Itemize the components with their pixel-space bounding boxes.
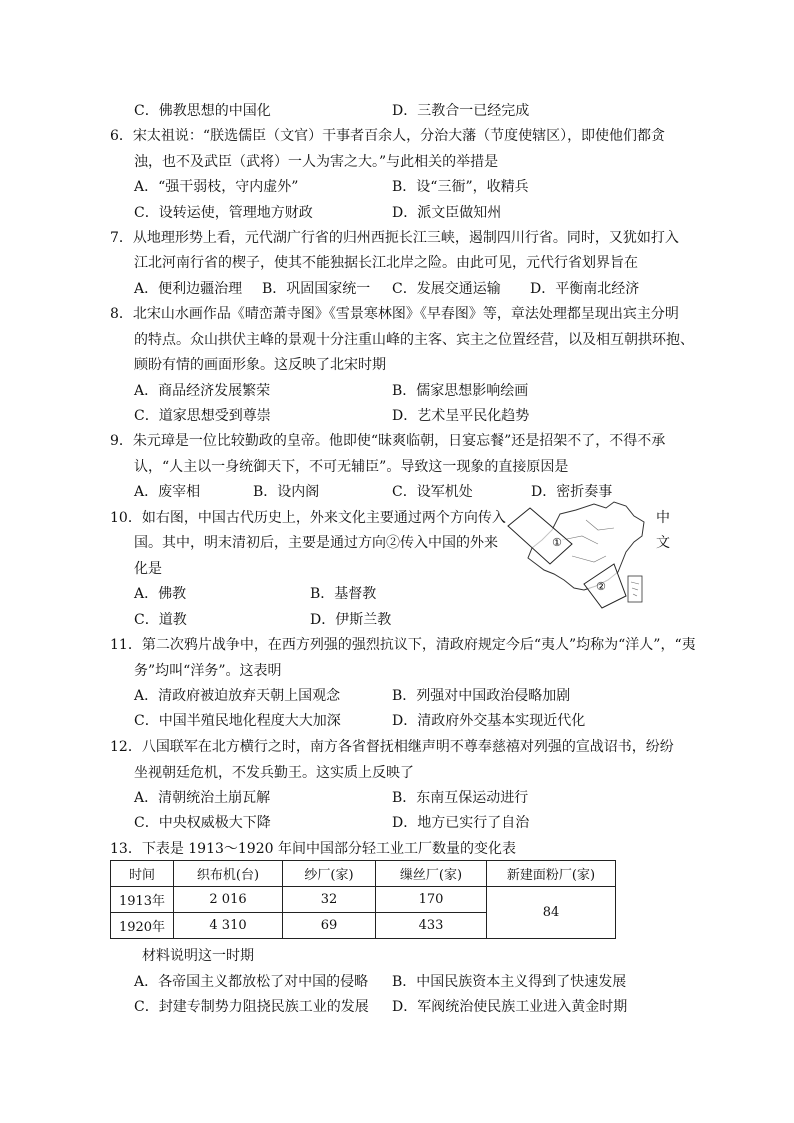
q10-stem-line2-tail: 文 — [656, 535, 670, 551]
table-cell: 433 — [376, 913, 487, 939]
table-row — [111, 887, 616, 913]
q13-option-a: A．各帝国主义都放松了对中国的侵略 — [134, 974, 369, 990]
q12-option-c: C．中央权威极大下降 — [134, 815, 271, 831]
q8-option-c: C．道家思想受到尊崇 — [134, 408, 271, 424]
table-merged-cell: 84 — [487, 887, 616, 939]
q12-option-b: B．东南互保运动进行 — [392, 790, 529, 806]
table-cell: 1913年 — [111, 887, 174, 913]
q10-option-b: B．基督教 — [310, 586, 377, 602]
q9-option-d: D．密折奏事 — [531, 484, 613, 500]
q8-option-b: B．儒家思想影响绘画 — [392, 383, 529, 399]
q8-stem-line2: 的特点。众山拱伏主峰的景观十分注重山峰的主客、宾主之位置经营，以及相互朝拱环抱、 — [134, 332, 694, 348]
q8-option-a: A．商品经济发展繁荣 — [134, 383, 271, 399]
q10-stem-line1-tail: 中 — [656, 510, 670, 526]
q9-option-a: A．废宰相 — [134, 484, 201, 500]
table-cell: 32 — [283, 887, 376, 913]
table-header-cell: 新建面粉厂(家) — [487, 861, 616, 887]
q9-stem-line2: 认，“人主以一身统御天下，不可无辅臣”。导致这一现象的直接原因是 — [134, 459, 569, 475]
table-header-cell: 缫丝厂(家) — [376, 861, 487, 887]
route-1-label: ① — [552, 536, 562, 549]
factory-count-table — [110, 860, 616, 939]
q11-option-d: D．清政府外交基本实现近代化 — [392, 713, 586, 729]
q7-option-b: B．巩固国家统一 — [262, 281, 371, 297]
q7-option-c: C．发展交通运输 — [392, 281, 501, 297]
q12-stem-line2: 坐视朝廷危机，不发兵勤王。这实质上反映了 — [134, 765, 414, 781]
route-2-label: ② — [596, 580, 606, 593]
q9-option-c: C．设军机处 — [392, 484, 473, 500]
q11-stem-line1: 11．第二次鸦片战争中，在西方列强的强烈抗议下，清政府规定今后“夷人”均称为“洋人”，“夷 — [110, 637, 696, 653]
q6-option-b: B．设“三衙”，收精兵 — [392, 179, 529, 195]
q12-option-d: D．地方已实行了自治 — [392, 815, 530, 831]
q5-option-c: C．佛教思想的中国化 — [134, 103, 271, 119]
table-cell: 4 310 — [174, 913, 283, 939]
q12-stem-line1: 12．八国联军在北方横行之时，南方各省督抚相继声明不尊奉慈禧对列强的宣战诏书，纷纷 — [110, 739, 674, 755]
table-cell: 69 — [283, 913, 376, 939]
q8-stem-line3: 顾盼有情的画面形象。这反映了北宋时期 — [134, 357, 386, 373]
q10-stem-line3: 化是 — [134, 561, 162, 577]
q11-stem-line2: 务”均叫“洋务”。这表明 — [134, 663, 282, 679]
table-cell: 1920年 — [111, 913, 174, 939]
q10-stem-line2: 国。其中，明末清初后，主要是通过方向②传入中国的外来 — [134, 535, 498, 551]
q7-stem-line1: 7．从地理形势上看，元代湖广行省的归州西扼长江三峡，遏制四川行省。同时，又犹如打入 — [110, 230, 679, 246]
q13-stem-line2: 材料说明这一时期 — [142, 948, 254, 964]
q9-option-b: B．设内阁 — [253, 484, 320, 500]
table-header-cell: 时间 — [111, 861, 174, 887]
q13-option-c: C．封建专制势力阻挠民族工业的发展 — [134, 999, 369, 1015]
q6-option-c: C．设转运使，管理地方财政 — [134, 205, 313, 221]
table-header-cell: 纱厂(家) — [283, 861, 376, 887]
q13-stem-line1: 13．下表是 1913～1920 年间中国部分轻工业工厂数量的变化表 — [110, 841, 516, 857]
q5-option-d: D．三教合一已经完成 — [392, 103, 530, 119]
q11-option-c: C．中国半殖民地化程度大大加深 — [134, 713, 341, 729]
q8-option-d: D．艺术呈平民化趋势 — [392, 408, 530, 424]
q8-stem-line1: 8．北宋山水画作品《晴峦萧寺图》《雪景寒林图》《早春图》等，章法处理都呈现出宾主分明 — [110, 306, 679, 322]
q10-stem-line1: 10．如右图，中国古代历史上，外来文化主要通过两个方向传入 — [110, 510, 506, 526]
q10-option-d: D．伊斯兰教 — [310, 612, 392, 628]
q11-option-a: A．清政府被迫放弃天朝上国观念 — [134, 688, 341, 704]
q13-option-d: D．军阀统治使民族工业进入黄金时期 — [392, 999, 628, 1015]
q6-stem-line1: 6．宋太祖说：“朕选儒臣（文官）干事者百余人，分治大藩（节度使辖区），即使他们都贪 — [110, 128, 666, 144]
q7-option-d: D．平衡南北经济 — [530, 281, 640, 297]
china-map-figure — [502, 500, 652, 610]
q10-option-a: A．佛教 — [134, 586, 187, 602]
q7-stem-line2: 江北河南行省的楔子，使其不能独据长江北岸之险。由此可见，元代行省划界旨在 — [134, 255, 638, 271]
q7-option-a: A．便利边疆治理 — [134, 281, 243, 297]
table-header-cell: 织布机(台) — [174, 861, 283, 887]
q10-option-c: C．道教 — [134, 612, 187, 628]
q6-option-a: A．“强干弱枝，守内虚外” — [134, 179, 299, 195]
q11-option-b: B．列强对中国政治侵略加剧 — [392, 688, 571, 704]
q6-option-d: D．派文臣做知州 — [392, 205, 502, 221]
table-cell: 2 016 — [174, 887, 283, 913]
table-header-row — [111, 861, 616, 887]
table-cell: 170 — [376, 887, 487, 913]
q13-option-b: B．中国民族资本主义得到了快速发展 — [392, 974, 627, 990]
q12-option-a: A．清朝统治土崩瓦解 — [134, 790, 271, 806]
q6-stem-line2: 浊，也不及武臣（武将）一人为害之大。”与此相关的举措是 — [134, 154, 499, 170]
q9-stem-line1: 9．朱元璋是一位比较勤政的皇帝。他即使“昧爽临朝，日宴忘餐”还是招架不了，不得不承 — [110, 433, 666, 449]
